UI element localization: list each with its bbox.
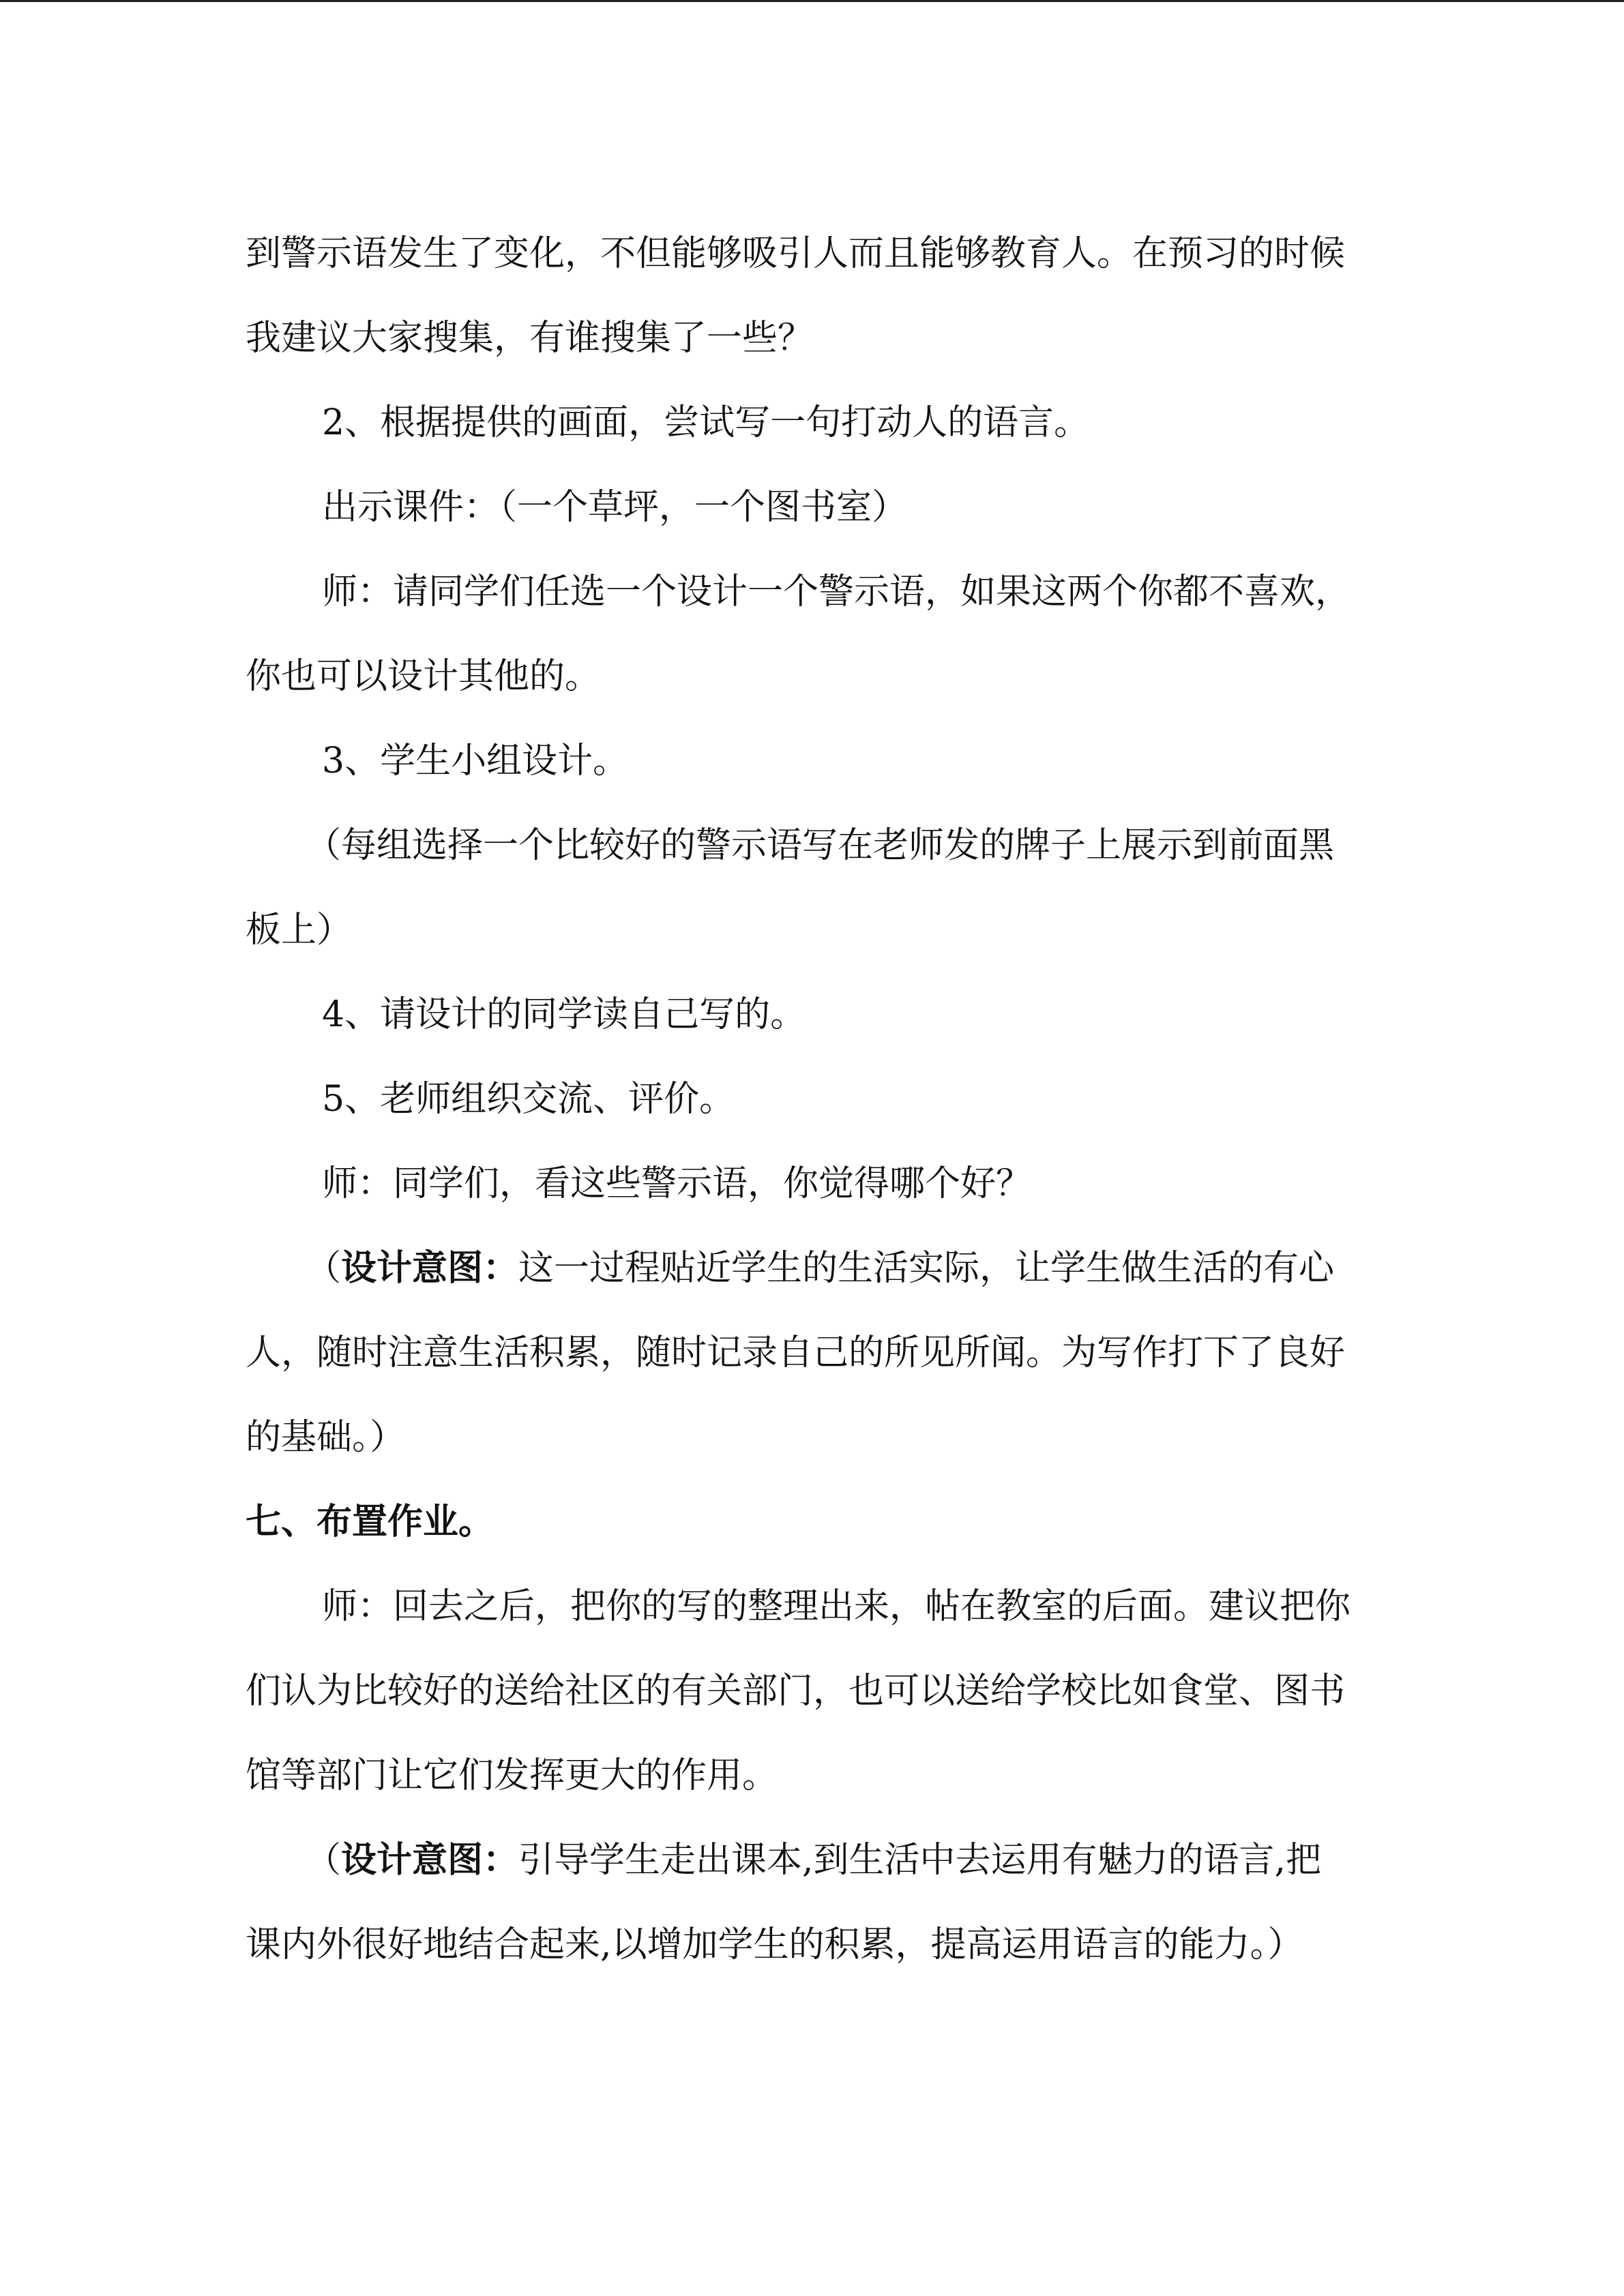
design-intent-2 bbox=[246, 1818, 1354, 1987]
step-2-item: 2、根据提供的画面，尝试写一句打动人的语言。 bbox=[322, 402, 1090, 443]
design-intent-1 bbox=[246, 1226, 1354, 1480]
step-4-item: 4、请设计的同学读自己写的。 bbox=[322, 994, 806, 1035]
page-top-border bbox=[0, 0, 1624, 2]
teacher-homework-instruction: 师：回去之后，把你的写的整理出来，帖在教室的后面。建议把你们认为比较好的送给社区的有关部门，也可以送给学校比如食堂、图书馆等部门让它们发挥更大的作用。 bbox=[246, 1586, 1351, 1796]
design-intent-open-paren: （ bbox=[306, 1840, 342, 1881]
teacher-instruction: 师：请同学们任选一个设计一个警示语，如果这两个你都不喜欢，你也可以设计其他的。 bbox=[246, 571, 1351, 697]
design-intent-label: 设计意图： bbox=[341, 1839, 519, 1881]
design-intent-label: 设计意图： bbox=[341, 1247, 519, 1289]
design-intent-open-paren: （ bbox=[306, 1248, 342, 1289]
group-note: （每组选择一个比较好的警示语写在老师发的牌子上展示到前面黑板上） bbox=[246, 825, 1335, 951]
section-heading-homework: 七、布置作业。 bbox=[246, 1501, 494, 1542]
design-intent-text: 引导学生走出课本,到生活中去运用有魅力的语言,把课内外很好地结合起来,以增加学生的积累，提高运用语言的能力。） bbox=[246, 1840, 1322, 1965]
document-body bbox=[246, 211, 1354, 1987]
step-5-item: 5、老师组织交流、评价。 bbox=[322, 1079, 735, 1120]
design-intent-text: 这一过程贴近学生的生活实际，让学生做生活的有心人，随时注意生活积累，随时记录自己的所见所闻。为写作打下了良好的基础。） bbox=[246, 1248, 1346, 1458]
step-3-item: 3、学生小组设计。 bbox=[322, 741, 629, 781]
paragraph-continuation: 到警示语发生了变化，不但能够吸引人而且能够教育人。在预习的时候我建议大家搜集，有谁搜集了一些？ bbox=[246, 233, 1346, 359]
teacher-question: 师：同学们，看这些警示语，你觉得哪个好？ bbox=[322, 1163, 1032, 1204]
courseware-note: 出示课件：（一个草坪，一个图书室） bbox=[322, 487, 908, 528]
